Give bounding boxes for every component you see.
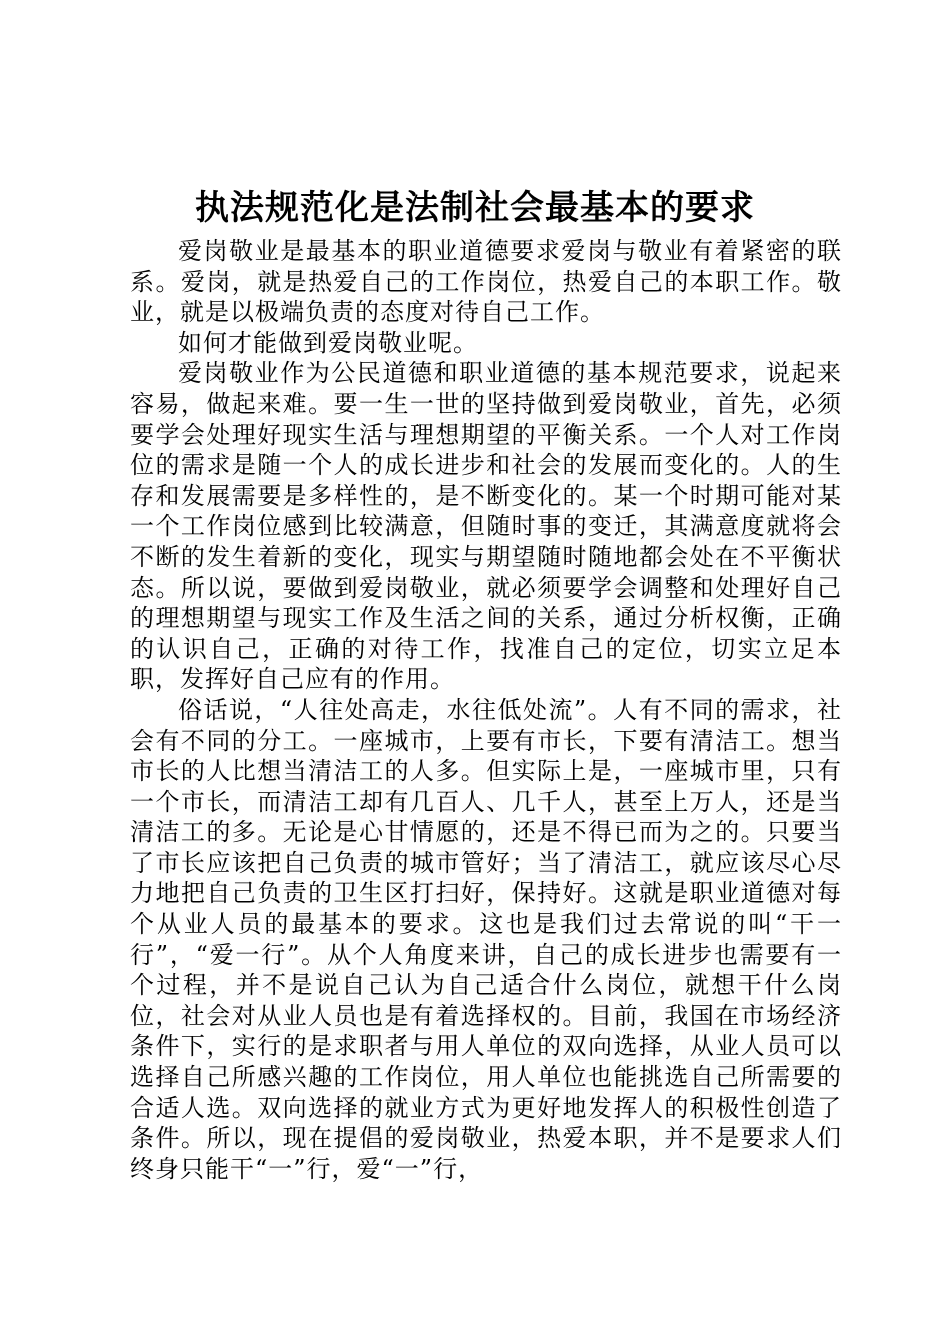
page-title: 执法规范化是法制社会最基本的要求 (195, 188, 755, 228)
paragraph-2: 如何才能做到爱岗敬业呢。 (178, 328, 478, 357)
paragraph-3: 爱岗敬业作为公民道德和职业道德的基本规范要求，说起来容易，做起来难。要一生一世的坚持做到爱岗敬业，首先，必须要学会处理好现实生活与理想期望的平衡关系。一个人对工作岗位的需求是随一个人的成长进步和社会的发展而变化的。人的生存和发展需要是多样性的，是不断变化的。某一个时期可能对某一个工作岗位感到比较满意，但随时事的变迁，其满意度就将会不断的发生着新的变化，现实与期望随时随地都会处在不平衡状态。所以说，要做到爱岗敬业，就必须要学会调整和处理好自己的理想期望与现实工作及生活之间的关系，通过分析权衡，正确的认识自己，正确的对待工作，找准自己的定位，切实立足本职，发挥好自己应有的作用。 (130, 359, 842, 694)
document-body (130, 236, 842, 1184)
paragraph-4: 俗话说，“人往处高走，水往低处流”。人有不同的需求，社会有不同的分工。一座城市，上要有市长，下要有清洁工。想当市长的人比想当清洁工的人多。但实际上是，一座城市里，只有一个市长，而清洁工却有几百人、几千人，甚至上万人，还是当清洁工的多。无论是心甘情愿的，还是不得已而为之的。只要当了市长应该把自己负责的城市管好；当了清洁工，就应该尽心尽力地把自己负责的卫生区打扫好，保持好。这就是职业道德对每个从业人员的最基本的要求。这也是我们过去常说的叫“干一行”，“爱一行”。从个人角度来讲，自己的成长进步也需要有一个过程，并不是说自己认为自己适合什么岗位，就想干什么岗位，社会对从业人员也是有着选择权的。目前，我国在市场经济条件下，实行的是求职者与用人单位的双向选择，从业人员可以选择自己所感兴趣的工作岗位，用人单位也能挑选自己所需要的合适人选。双向选择的就业方式为更好地发挥人的积极性创造了条件。所以，现在提倡的爱岗敬业，热爱本职，并不是要求人们终身只能干“一”行，爱“一”行， (130, 695, 842, 1183)
paragraph-1: 爱岗敬业是最基本的职业道德要求爱岗与敬业有着紧密的联系。爱岗，就是热爱自己的工作岗位，热爱自己的本职工作。敬业，就是以极端负责的态度对待自己工作。 (130, 237, 842, 327)
